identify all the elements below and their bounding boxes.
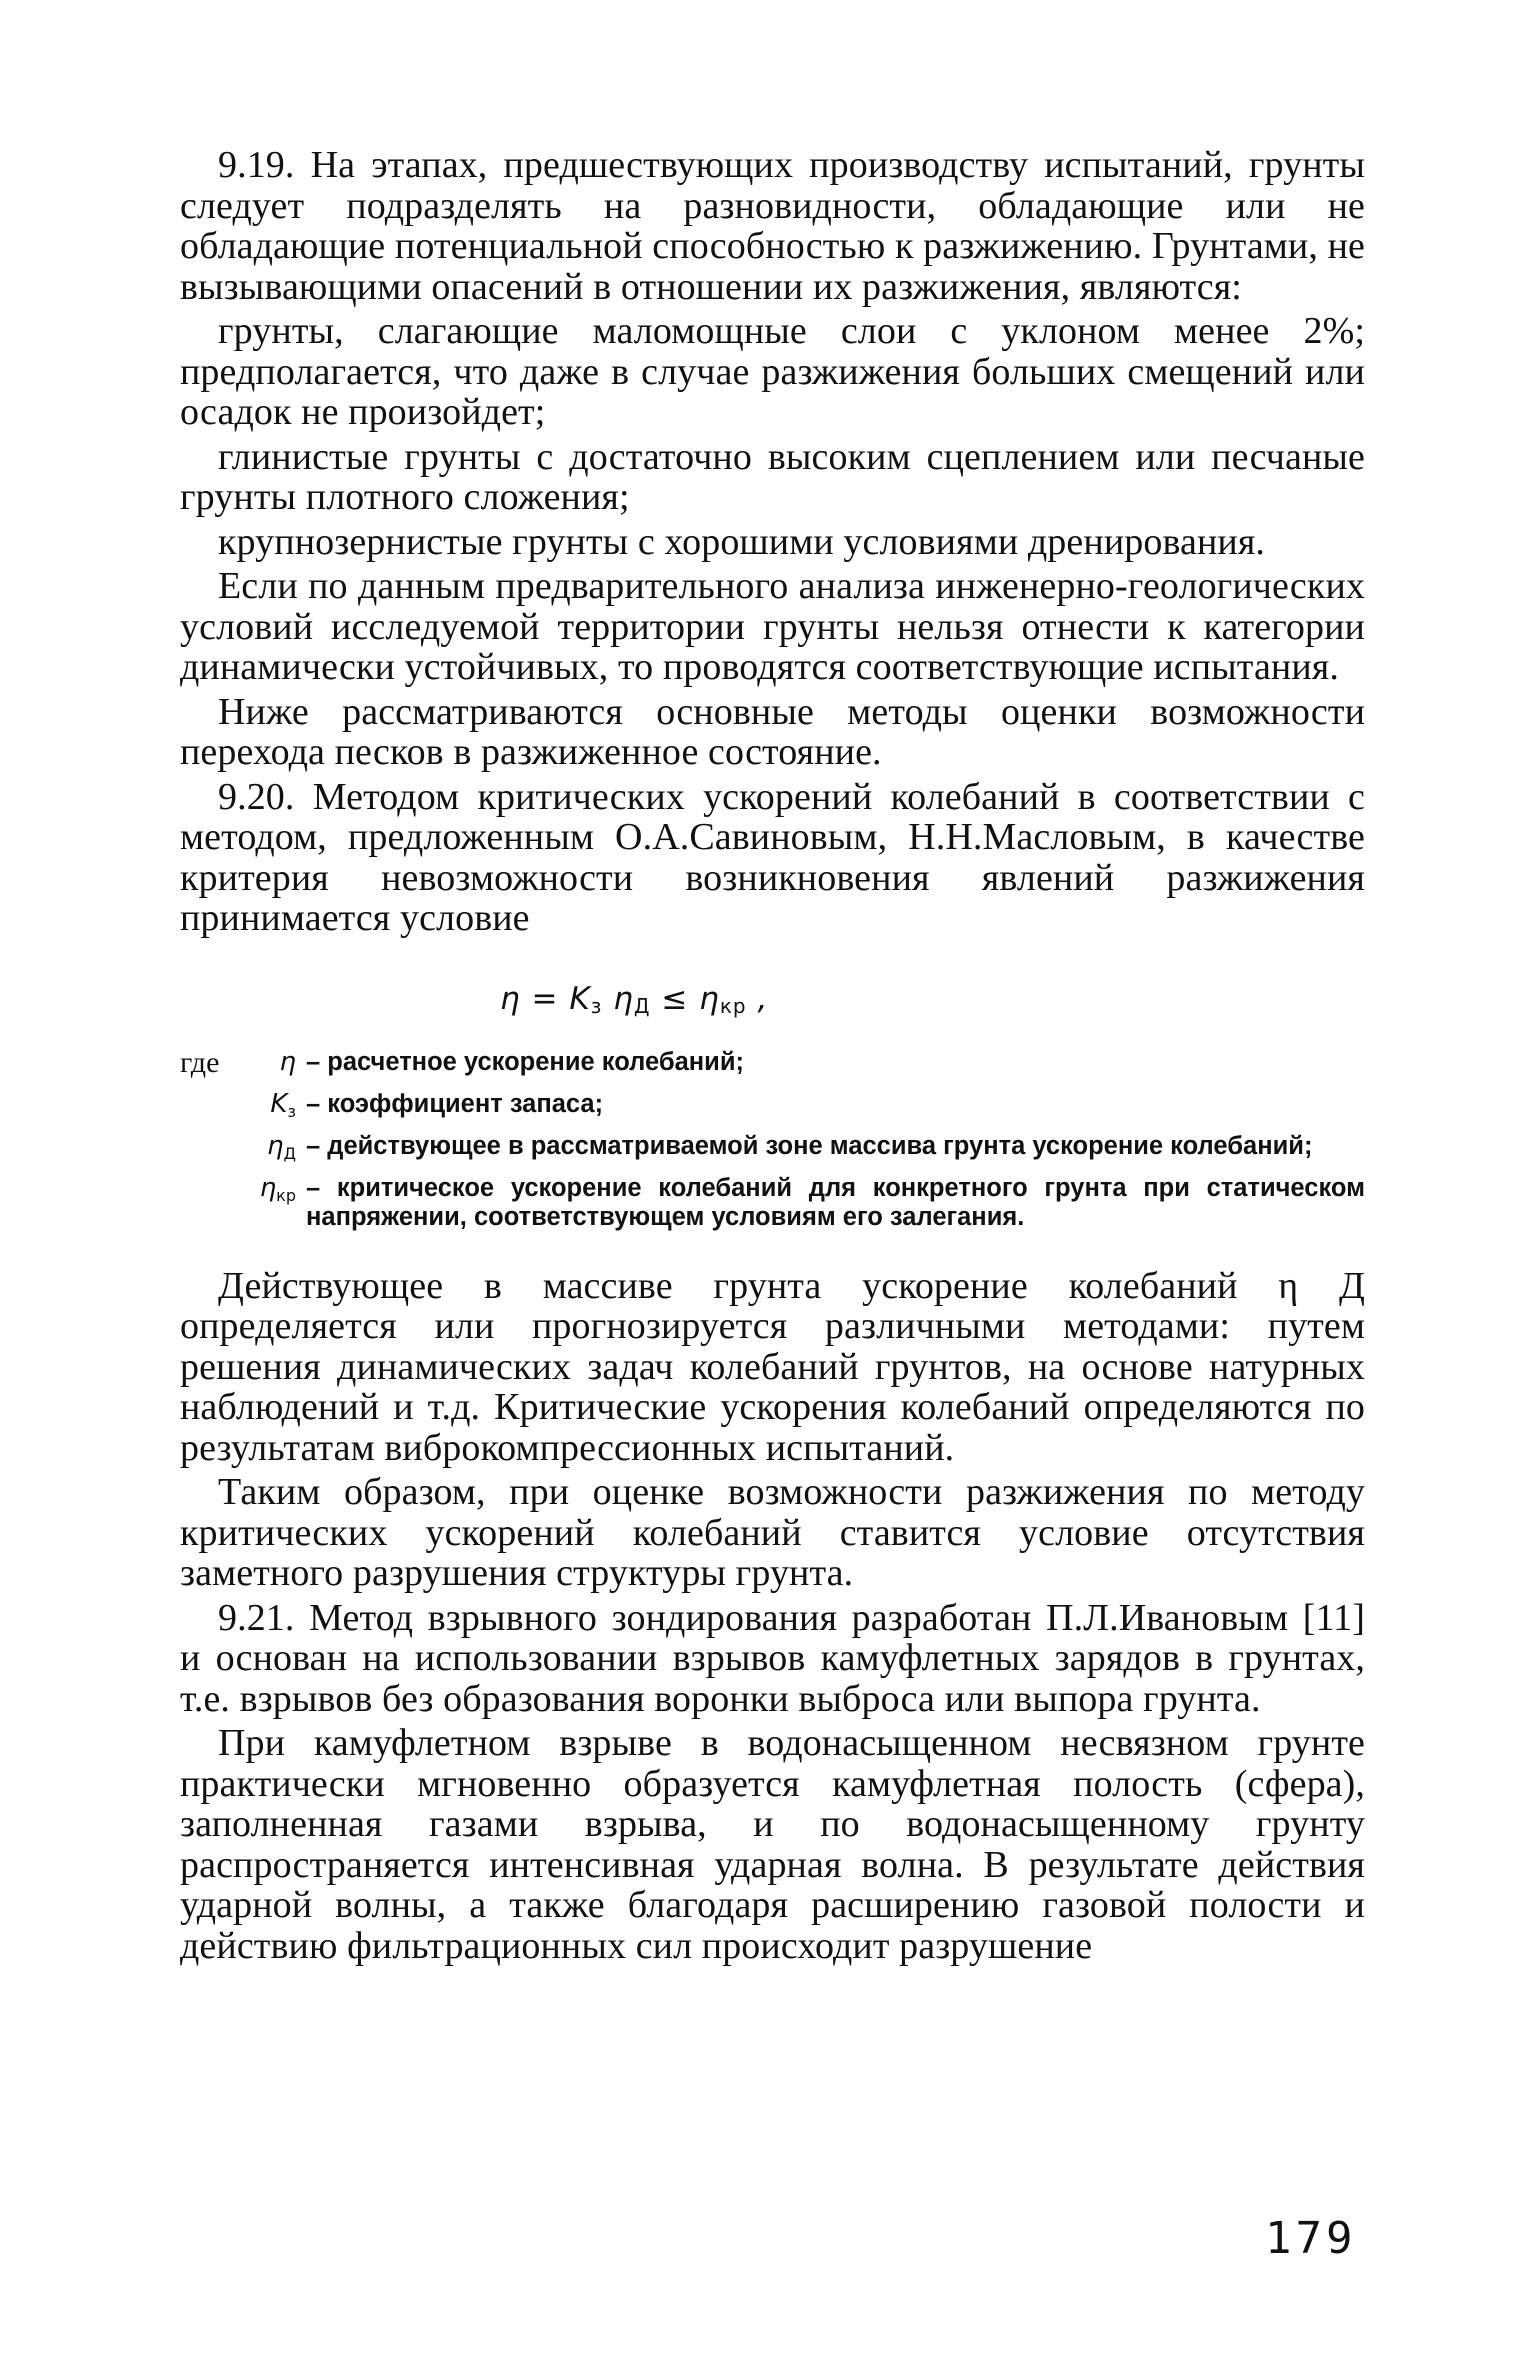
definition-symbol: η [279, 1046, 296, 1077]
paragraph-9-21: 9.21. Метод взрывного зондирования разработан П.Л.Ивановым [11] и основан на использовании взрывов камуфлетных зарядов в грунтах, т.е. взрывов без образования воронки выброса или выпора грунта. [180, 1596, 1365, 1720]
paragraph-acting-acceleration: Действующее в массиве грунта ускорение колебаний η Д определяется или прогнозируется различными методами: путем решения динамических задач колебаний грунтов, на основе натурных наблюдений и т.д. Критические ускорения колебаний определяются по результатам виброкомпрессионных испытаний. [180, 1264, 1365, 1469]
formula-eta-d: η [613, 980, 634, 1017]
paragraph-9-20: 9.20. Методом критических ускорений колебаний в соответствии с методом, предложенным О.А.Савиновым, Н.Н.Масловым, в качестве критерия невозможности возникновения явлений разжижения принимается условие [180, 775, 1365, 939]
formula-eta-kr-sub: кр [719, 993, 747, 1018]
formula-critical-acceleration [500, 981, 1365, 1018]
definition-item [180, 1090, 1365, 1126]
formula-equals: = [520, 980, 570, 1017]
paragraph-9-19: 9.19. На этапах, предшествующих производству испытаний, грунты следует подразделять на разновидности, обладающие или не обладающие потенциальной способностью к разжижению. Грунтами, не вызывающими опасений в отношении их разжижения, являются: [180, 144, 1365, 308]
formula-eta-kr: η [699, 980, 720, 1017]
page-content [180, 145, 1365, 1970]
paragraph-list-item-coarse-soils: крупнозернистые грунты с хорошими условиями дренирования. [218, 520, 1266, 563]
definition-item [180, 1174, 1365, 1232]
where-label: где [180, 1045, 220, 1079]
formula-le: ≤ [650, 980, 700, 1017]
paragraph-list-item-clay-soils: глинистые грунты с достаточно высоким сцеплением или песчаные грунты плотного сложения; [180, 435, 1365, 518]
definition-text: – действующее в рассматриваемой зоне массива грунта ускорение колебаний; [306, 1131, 1313, 1160]
formula-tail: , [746, 980, 769, 1017]
paragraph-thus: Таким образом, при оценке возможности разжижения по методу критических ускорений колебаний ставится условие отсутствия заметного разрушения структуры грунта. [180, 1471, 1365, 1594]
formula-eta: η [500, 980, 521, 1017]
formula-k-sub: з [590, 993, 603, 1018]
page-number: 179 [1265, 2213, 1357, 2264]
definition-text: – критическое ускорение колебаний для конкретного грунта при статическом напряжении, соответствующем условиям его залегания. [306, 1173, 1365, 1231]
definition-text: – коэффициент запаса; [306, 1089, 604, 1118]
definition-symbol: $K_з$ [270, 1088, 296, 1121]
definition-item [180, 1045, 1365, 1084]
definitions-list [180, 1045, 1365, 1232]
definition-text: – расчетное ускорение колебаний; [306, 1047, 745, 1076]
paragraph-list-item-thin-layers: грунты, слагающие маломощные слои с уклоном менее 2%; предполагается, что даже в случае разжижения больших смещений или осадок не произойдет; [180, 310, 1365, 433]
paragraph-preliminary-analysis: Если по данным предварительного анализа инженерно-геологических условий исследуемой территории грунты нельзя отнести к категории динамически устойчивых, то проводятся соответствующие испытания. [180, 565, 1365, 688]
definition-symbol: $\eta_{кр}$ [259, 1172, 296, 1205]
formula-k: K [569, 980, 591, 1017]
definition-item [180, 1132, 1365, 1168]
definition-symbol: $\eta_Д$ [267, 1130, 296, 1163]
paragraph-methods-intro: Ниже рассматриваются основные методы оценки возможности перехода песков в разжиженное состояние. [180, 690, 1365, 773]
formula-eta-d-sub: Д [633, 993, 651, 1018]
paragraph-camouflet-explosion: При камуфлетном взрыве в водонасыщенном несвязном грунте практически мгновенно образуется камуфлетная полость (сфера), заполненная газами взрыва, и по водонасыщенному грунту распространяется интенсивная ударная волна. В результате действия ударной волны, а также благодаря расширению газовой полости и действию фильтрационных сил происходит разрушение [180, 1722, 1365, 1967]
